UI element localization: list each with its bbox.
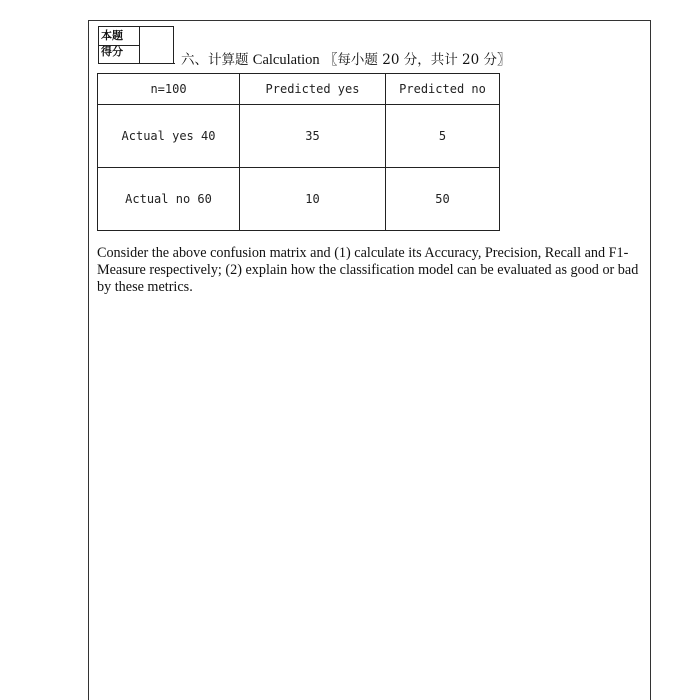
score-underline [139,63,175,64]
section-heading [181,51,510,69]
score-box-divider [139,26,140,64]
section-title: Calculation [252,52,320,68]
table-header-cell: Predicted no [386,74,500,105]
table-cell: 35 [240,105,386,168]
table-cell: 10 [240,168,386,231]
section-points-note: 〖每小题 20 分，共计 20 分〗 [323,52,511,68]
score-box-label-line2: 得分 [101,45,123,58]
question-text: Consider the above confusion matrix and (1) calculate its Accuracy, Precision, Recall and F1-Measure respectively; (2) explain how the classification model can be evaluated as good or bad by these metrics. [97,245,639,296]
table-header-cell: Predicted yes [240,74,386,105]
section-number: 六、计算题 [181,52,249,68]
table-cell: 5 [386,105,500,168]
table-row [98,105,500,168]
score-box-label-line1: 本题 [101,29,123,42]
table-header-row [98,74,500,105]
table-header-cell: n=100 [98,74,240,105]
table-row [98,168,500,231]
table-row-label: Actual no 60 [98,168,240,231]
table-row-label: Actual yes 40 [98,105,240,168]
score-box-label [101,28,137,60]
confusion-matrix-table [97,73,500,231]
table-cell: 50 [386,168,500,231]
